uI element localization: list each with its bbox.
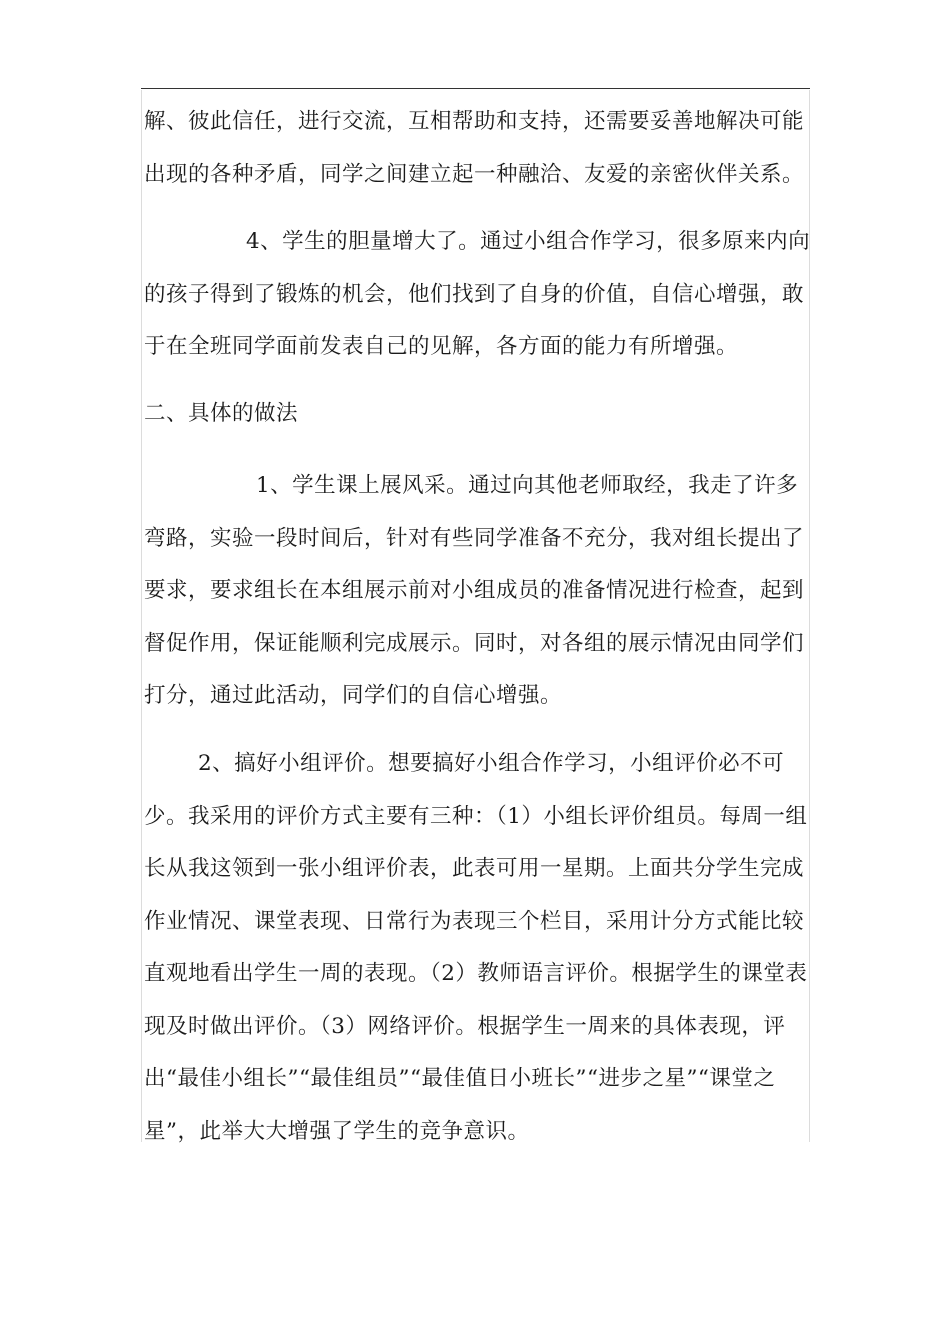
- header-rule: [141, 88, 810, 89]
- left-margin-line: [141, 90, 142, 1142]
- paragraph-practice-1: 1、学生课上展风采。通过向其他老师取经，我走了许多弯路，实验一段时间后，针对有些同学准备不充分，我对组长提出了要求，要求组长在本组展示前对小组成员的准备情况进行检查，起到督促作用，保证能顺利完成展示。同时，对各组的展示情况由同学们打分，通过此活动，同学们的自信心增强。: [144, 473, 805, 708]
- paragraph-practice-2: 2、搞好小组评价。想要搞好小组合作学习，小组评价必不可少。我采用的评价方式主要有三种：（1）小组长评价组员。每周一组长从我这领到一张小组评价表，此表可用一星期。上面共分学生完成作业情况、课堂表现、日常行为表现三个栏目，采用计分方式能比较直观地看出学生一周的表现。（2）教师语言评价。根据学生的课堂表现及时做出评价。（3）网络评价。根据学生一周来的具体表现，评出“最佳小组长”“最佳组员”“最佳值日小班长”“进步之星”“课堂之星”，此举大大增强了学生的竞争意识。: [144, 751, 808, 1144]
- paragraph-item-4: 4、学生的胆量增大了。通过小组合作学习，很多原来内向的孩子得到了锻炼的机会，他们找到了自身的价值，自信心增强，敢于在全班同学面前发表自己的见解，各方面的能力有所增强。: [144, 229, 811, 359]
- section-heading: 二、具体的做法: [144, 401, 299, 426]
- paragraph-continuation: 解、彼此信任，进行交流，互相帮助和支持，还需要妥善地解决可能出现的各种矛盾，同学之间建立起一种融洽、友爱的亲密伙伴关系。: [144, 109, 805, 187]
